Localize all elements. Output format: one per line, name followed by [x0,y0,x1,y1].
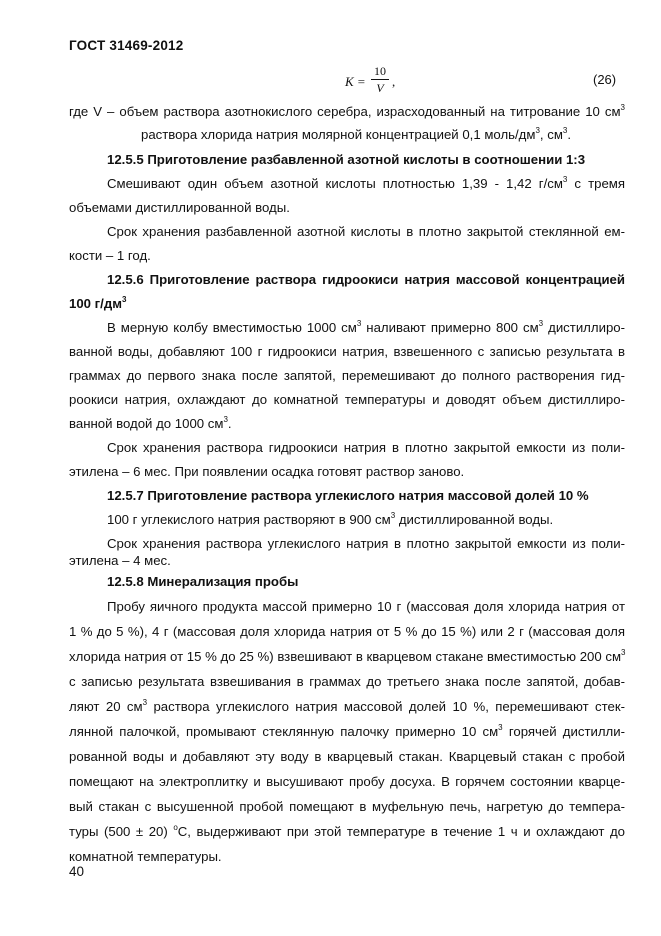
formula-numerator: 10 [374,64,386,78]
formula-denominator: V [376,81,384,95]
equation-number: (26) [593,72,617,87]
text-line: помещают на электроплитку и высушивают пробу досуха. В горячем состоянии кварце- [69,774,625,789]
text-line: Пробу яичного продукта массой примерно 10 г (массовая доля хлорида натрия от [107,599,625,614]
text-line: туры (500 ± 20) $^o$С, выдерживают при этой температуре в течение 1 ч и охлаждают до [69,823,625,839]
text-line: Срок хранения раствора гидроокиси натрия в плотно закрытой емкости из поли- [107,440,625,455]
formula-comma: , [392,74,396,89]
text-line: хлорида натрия от 15 % до 25 %) взвешивают в кварцевом стакане вместимостью 200 $см^3$ [69,648,626,664]
text-line: 100 г углекислого натрия растворяют в 900 $см^3$ дистиллированной воды. [107,511,554,527]
section-heading-12-5-5: 12.5.5 Приготовление разбавленной азотной кислоты в соотношении 1:3 [107,152,586,167]
section-heading-12-5-6: 12.5.6 Приготовление раствора гидроокиси натрия массовой концентрацией [107,272,625,287]
text-line: граммах до первого знака после запятой, перемешивают до полного растворения гид- [69,368,625,383]
text-line: 1 % до 5 %), 4 г (массовая доля хлорида натрия от 5 % до 15 %) или 2 г (массовая доля [69,624,625,639]
text-line: ванной воды, добавляют 100 г гидроокиси натрия, взвешенного с записью результата в [69,344,625,359]
text-line: вый стакан с высушенной пробой помещают в муфельную печь, нагретую до темпера- [69,799,625,814]
text-line: ляют 20 $см^3$ раствора углекислого натрия массовой долей 10 %, перемешивают стек- [69,698,625,714]
text-line: комнатной температуры. [69,849,222,864]
section-heading-12-5-8: 12.5.8 Минерализация пробы [107,574,299,589]
text-line: Смешивают один объем азотной кислоты плотностью 1,39 - 1,42 $г/см^3$ с тремя [107,175,625,191]
text-line: роокиси натрия, охлаждают до комнатной температуры и доводят объем дистиллиро- [69,392,625,407]
formula-lhs: K = [345,74,366,89]
page-number: 40 [69,864,85,879]
formula-fraction [371,64,389,95]
text-line: лянной палочкой, промывают стеклянную палочку примерно 10 $см^3$ горячей дистилли- [69,723,626,739]
text-line: объемами дистиллированной воды. [69,200,290,215]
section-heading-12-5-7: 12.5.7 Приготовление раствора углекислого натрия массовой долей 10 % [107,488,589,503]
section-heading-12-5-6-cont: 100 $г/дм^3$ [69,295,127,311]
document-header: ГОСТ 31469-2012 [69,38,184,53]
text-line: этилена – 4 мес. [69,553,171,568]
text-line: Срок хранения раствора углекислого натрия в плотно закрытой емкости из поли- [107,536,625,551]
text-line: этилена – 6 мес. При появлении осадка готовят раствор заново. [69,464,465,479]
text-line: с записью результата взвешивания в граммах до третьего знака после запятой, добав- [69,674,625,689]
text-line: Срок хранения разбавленной азотной кислоты в плотно закрытой стеклянной ем- [107,224,625,239]
text-line: рованной воды и добавляют эту воду в кварцевый стакан. Кварцевый стакан с пробой [69,749,625,764]
text-line: ванной водой до 1000 $см^3$. [69,415,232,431]
fraction-bar [371,79,389,80]
formula-26 [345,62,425,106]
text-line: где V – объем раствора азотнокислого серебра, израсходованный на титрование 10 $см^3$ [69,103,625,119]
text-line: раствора хлорида натрия молярной концентрацией 0,1 моль/$дм^3$, $см^3$. [141,126,572,142]
text-line: кости – 1 год. [69,248,151,263]
text-line: В мерную колбу вместимостью 1000 $см^3$ наливают примерно 800 $см^3$ дистиллиро- [107,319,625,335]
